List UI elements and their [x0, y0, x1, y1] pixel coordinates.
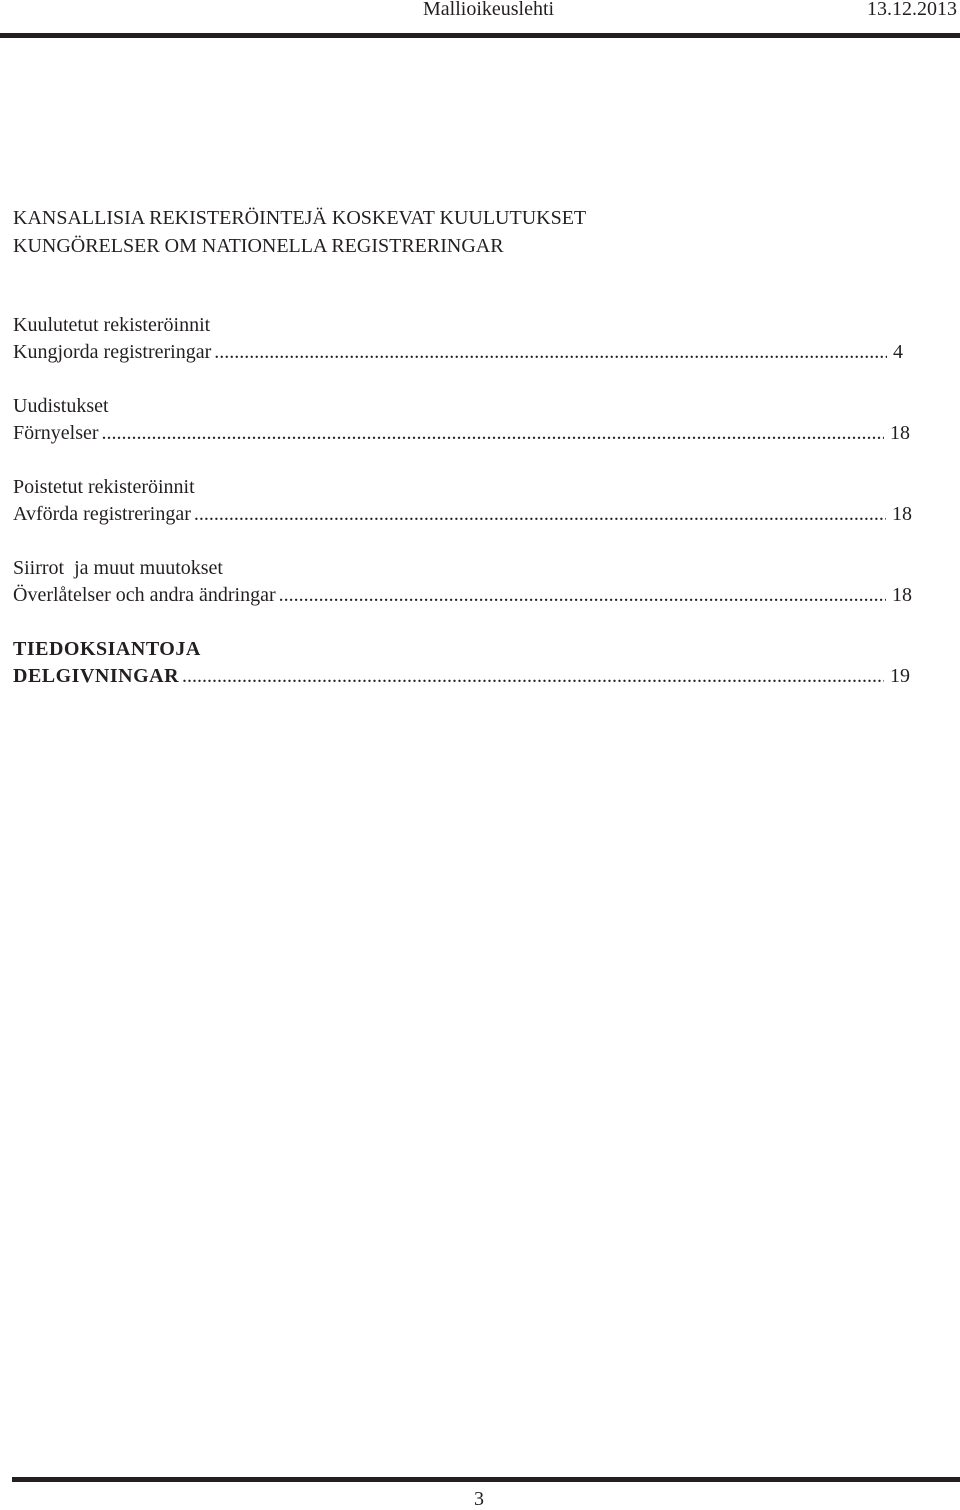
dot-leader	[194, 501, 886, 528]
toc-page-number: 19	[890, 665, 910, 687]
toc-page-number: 18	[892, 503, 912, 525]
footer-rule	[12, 1477, 960, 1482]
section-title-sv: KUNGÖRELSER OM NATIONELLA REGISTRERINGAR	[13, 235, 504, 257]
toc-heading-fi: Kuulutetut rekisteröinnit	[13, 314, 211, 336]
toc-page-number: 4	[893, 341, 903, 363]
toc-heading-sv: DELGIVNINGAR	[13, 665, 180, 687]
toc-heading-fi: Poistetut rekisteröinnit	[13, 476, 195, 498]
page-number: 3	[474, 1488, 484, 1510]
toc-page-number: 18	[892, 584, 912, 606]
toc-entry-siirrot[interactable]	[13, 555, 913, 609]
section-title-fi: KANSALLISIA REKISTERÖINTEJÄ KOSKEVAT KUULUTUKSET	[13, 207, 587, 229]
header-rule	[0, 33, 960, 38]
toc-heading-sv: Överlåtelser och andra ändringar	[13, 584, 276, 606]
page-header	[0, 0, 960, 20]
dot-leader	[102, 420, 884, 447]
toc-heading-sv: Avförda registreringar	[13, 503, 191, 525]
toc-entry-poistetut[interactable]	[13, 474, 913, 528]
dot-leader	[279, 582, 886, 609]
toc-heading-fi: TIEDOKSIANTOJA	[13, 638, 201, 660]
toc-heading-sv: Förnyelser	[13, 422, 99, 444]
toc-entry-kuulutetut[interactable]	[13, 312, 913, 366]
dot-leader	[182, 663, 884, 690]
toc-entry-uudistukset[interactable]	[13, 393, 913, 447]
toc-heading-fi: Uudistukset	[13, 395, 109, 417]
toc-heading-fi: Siirrot ja muut muutokset	[13, 557, 223, 579]
issue-date: 13.12.2013	[867, 0, 957, 20]
journal-name: Mallioikeuslehti	[423, 0, 555, 20]
dot-leader	[214, 339, 887, 366]
toc-page-number: 18	[890, 422, 910, 444]
toc-heading-sv: Kungjorda registreringar	[13, 341, 212, 363]
section-title	[13, 204, 586, 260]
toc-entry-tiedoksiantoja[interactable]	[13, 636, 913, 690]
